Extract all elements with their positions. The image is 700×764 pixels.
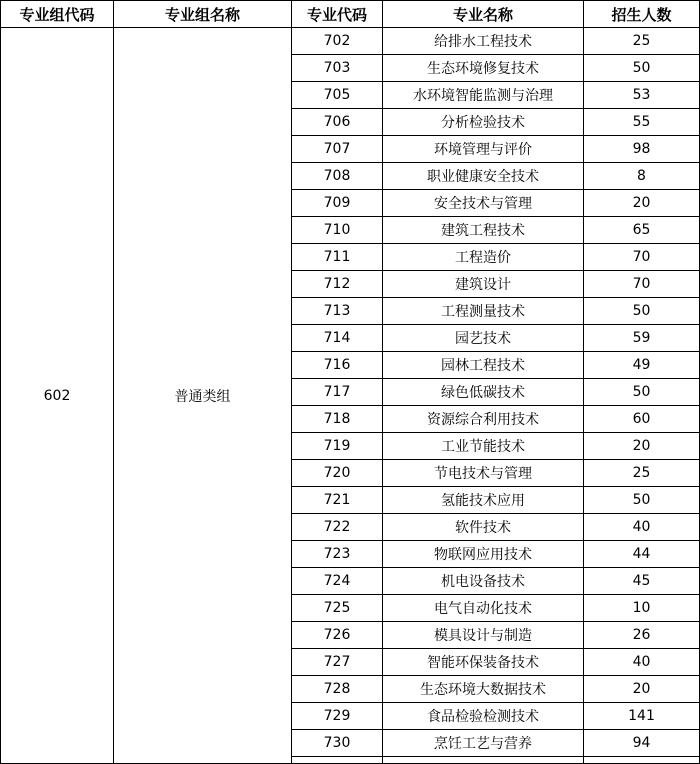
major-name-cell: 工业节能技术 (383, 433, 584, 460)
major-name-cell: 节电技术与管理 (383, 460, 584, 487)
enrollment-count-cell: 60 (584, 406, 700, 433)
major-code-cell: 705 (292, 82, 383, 109)
major-code-cell: 725 (292, 595, 383, 622)
major-code-cell: 707 (292, 136, 383, 163)
major-code-cell: 709 (292, 190, 383, 217)
major-name-cell: 模具设计与制造 (383, 622, 584, 649)
enrollment-count-cell: 49 (584, 352, 700, 379)
group-name-cell: 普通类组 (114, 28, 292, 764)
enrollment-count-cell: 10 (584, 595, 700, 622)
enrollment-count-cell: 8 (584, 163, 700, 190)
major-code-cell: 717 (292, 379, 383, 406)
major-code-cell: 730 (292, 730, 383, 757)
enrollment-count-cell: 40 (584, 514, 700, 541)
header-major-name: 专业名称 (383, 1, 584, 28)
enrollment-count-cell: 50 (584, 379, 700, 406)
major-name-cell: 食品检验检测技术 (383, 703, 584, 730)
enrollment-count-cell: 70 (584, 271, 700, 298)
major-code-cell: 729 (292, 703, 383, 730)
enrollment-count-cell: 70 (584, 244, 700, 271)
enrollment-count-cell: 26 (584, 622, 700, 649)
enrollment-count-cell: 40 (584, 649, 700, 676)
major-name-cell: 资源综合利用技术 (383, 406, 584, 433)
enrollment-count-cell: 53 (584, 82, 700, 109)
empty-cell (584, 757, 700, 764)
header-enrollment-count: 招生人数 (584, 1, 700, 28)
major-name-cell: 安全技术与管理 (383, 190, 584, 217)
enrollment-count-cell: 59 (584, 325, 700, 352)
major-name-cell: 绿色低碳技术 (383, 379, 584, 406)
major-name-cell: 工程造价 (383, 244, 584, 271)
major-name-cell: 环境管理与评价 (383, 136, 584, 163)
header-major-code: 专业代码 (292, 1, 383, 28)
major-code-cell: 722 (292, 514, 383, 541)
major-code-cell: 724 (292, 568, 383, 595)
empty-cell (292, 757, 383, 764)
table-row (1, 28, 700, 55)
enrollment-count-cell: 55 (584, 109, 700, 136)
major-name-cell: 水环境智能监测与治理 (383, 82, 584, 109)
enrollment-count-cell: 65 (584, 217, 700, 244)
enrollment-count-cell: 20 (584, 676, 700, 703)
major-name-cell: 分析检验技术 (383, 109, 584, 136)
enrollment-count-cell: 50 (584, 298, 700, 325)
major-name-cell: 园林工程技术 (383, 352, 584, 379)
major-code-cell: 712 (292, 271, 383, 298)
major-code-cell: 720 (292, 460, 383, 487)
header-row (1, 1, 700, 28)
major-code-cell: 723 (292, 541, 383, 568)
enrollment-count-cell: 98 (584, 136, 700, 163)
major-code-cell: 703 (292, 55, 383, 82)
major-name-cell: 烹饪工艺与营养 (383, 730, 584, 757)
major-name-cell: 职业健康安全技术 (383, 163, 584, 190)
header-group-name: 专业组名称 (114, 1, 292, 28)
major-name-cell: 机电设备技术 (383, 568, 584, 595)
major-name-cell: 软件技术 (383, 514, 584, 541)
major-code-cell: 727 (292, 649, 383, 676)
major-name-cell: 智能环保装备技术 (383, 649, 584, 676)
group-code-cell: 602 (1, 28, 114, 764)
enrollment-count-cell: 25 (584, 460, 700, 487)
major-code-cell: 726 (292, 622, 383, 649)
major-name-cell: 电气自动化技术 (383, 595, 584, 622)
enrollment-count-cell: 94 (584, 730, 700, 757)
header-group-code: 专业组代码 (1, 1, 114, 28)
major-code-cell: 711 (292, 244, 383, 271)
enrollment-count-cell: 44 (584, 541, 700, 568)
major-code-cell: 728 (292, 676, 383, 703)
enrollment-count-cell: 50 (584, 487, 700, 514)
major-code-cell: 716 (292, 352, 383, 379)
enrollment-count-cell: 20 (584, 433, 700, 460)
major-code-cell: 708 (292, 163, 383, 190)
major-code-cell: 721 (292, 487, 383, 514)
major-code-cell: 710 (292, 217, 383, 244)
enrollment-count-cell: 50 (584, 55, 700, 82)
enrollment-count-cell: 20 (584, 190, 700, 217)
major-code-cell: 714 (292, 325, 383, 352)
major-name-cell: 生态环境修复技术 (383, 55, 584, 82)
major-name-cell: 建筑工程技术 (383, 217, 584, 244)
major-code-cell: 706 (292, 109, 383, 136)
major-name-cell: 建筑设计 (383, 271, 584, 298)
major-code-cell: 719 (292, 433, 383, 460)
major-name-cell: 工程测量技术 (383, 298, 584, 325)
major-name-cell: 生态环境大数据技术 (383, 676, 584, 703)
enrollment-count-cell: 25 (584, 28, 700, 55)
major-code-cell: 718 (292, 406, 383, 433)
enrollment-count-cell: 141 (584, 703, 700, 730)
major-name-cell: 给排水工程技术 (383, 28, 584, 55)
major-code-cell: 713 (292, 298, 383, 325)
empty-cell (383, 757, 584, 764)
enrollment-count-cell: 45 (584, 568, 700, 595)
major-name-cell: 氢能技术应用 (383, 487, 584, 514)
major-name-cell: 园艺技术 (383, 325, 584, 352)
major-code-cell: 702 (292, 28, 383, 55)
major-name-cell: 物联网应用技术 (383, 541, 584, 568)
